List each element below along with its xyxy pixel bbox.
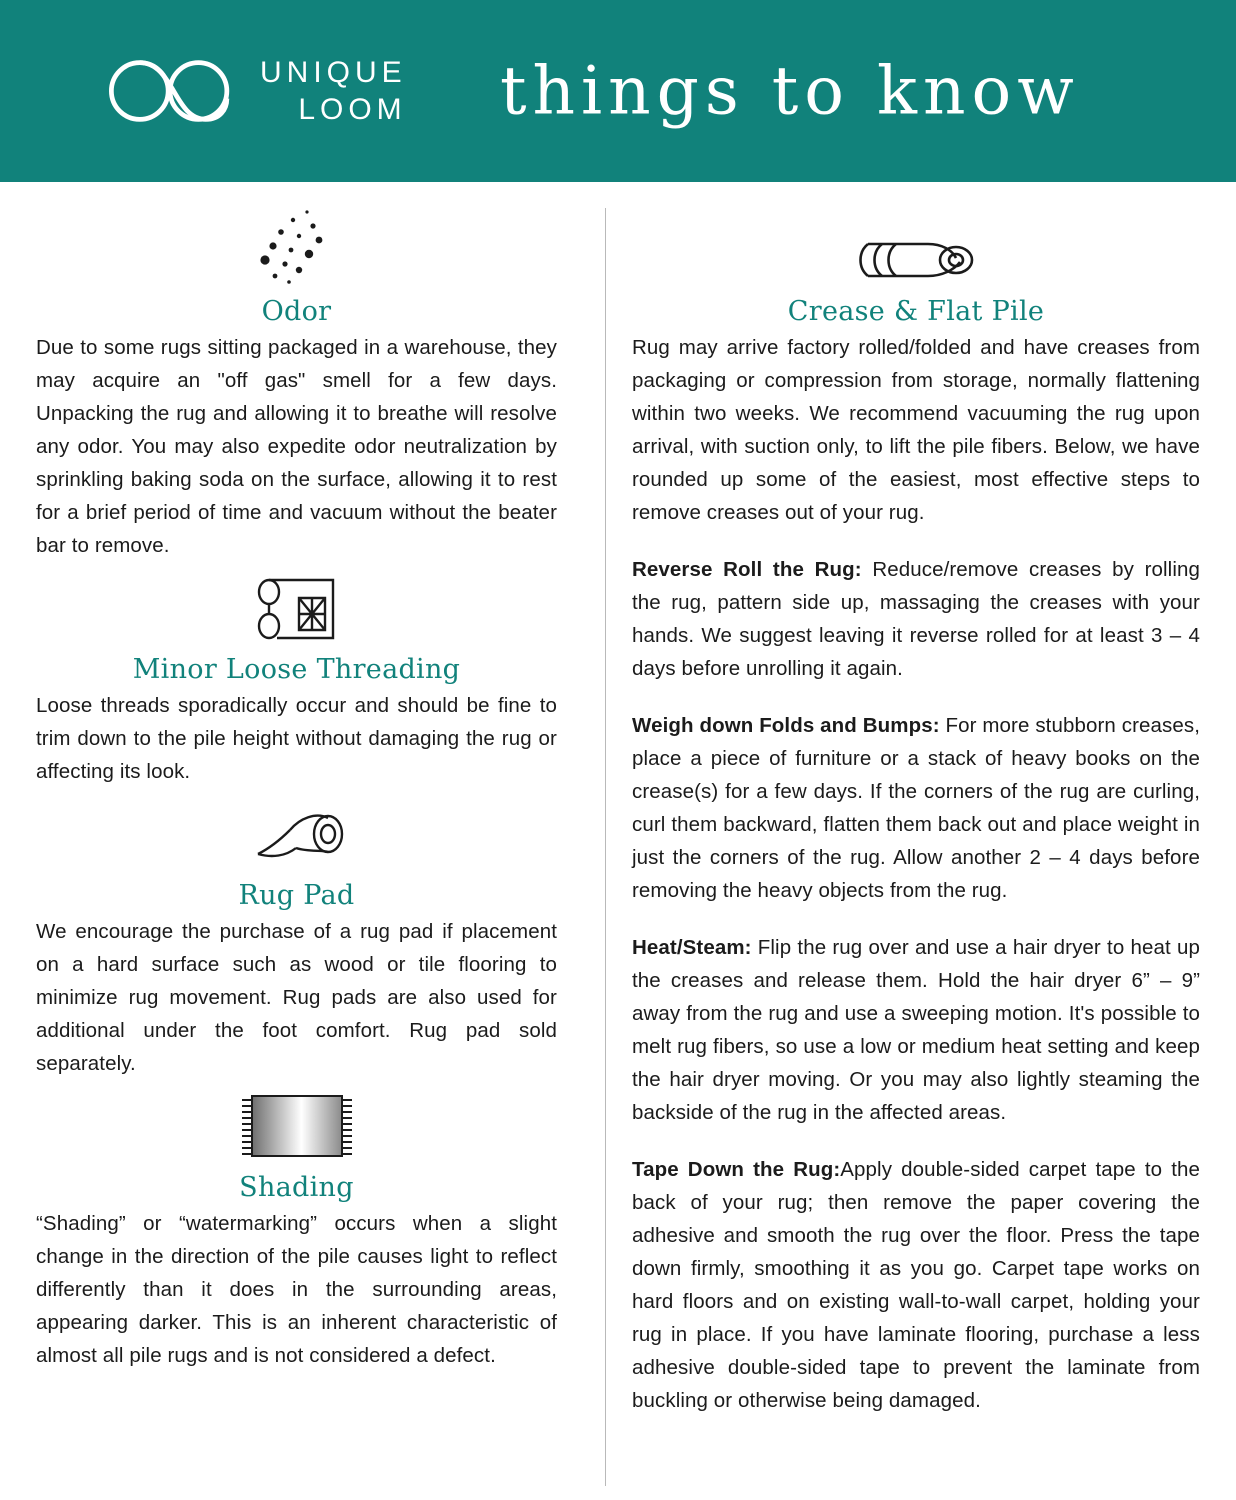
tip-reverse-roll: [632, 553, 1200, 685]
left-column: [36, 204, 585, 1500]
rug-pad-icon-wrap: [36, 788, 557, 874]
tip-weigh-down: [632, 709, 1200, 907]
brand-wordmark: [260, 54, 407, 129]
section-title-loose-threading: Minor Loose Threading: [132, 654, 461, 685]
shaded-rug-icon: [232, 1086, 362, 1166]
crease-icon-wrap: [632, 204, 1200, 290]
tip-body: Flip the rug over and use a hair dryer to heat up the creases and release them. Hold the hair dryer 6” – 9” away from the rug and use a sweeping motion. It's possible to melt rug fibers, so use a low or medium heat setting and keep the hair dryer moving. Or you may also lightly steaming the backside of the rug in the affected areas.: [632, 936, 1200, 1124]
section-body-odor: Due to some rugs sitting packaged in a warehouse, they may acquire an "off gas" smell for a few days. Unpacking the rug and allowing it to breathe will resolve any odor. You may also expedite odor neutralization by sprinkling baking soda on the surface, allowing it to rest for a brief period of time and vacuum without the beater bar to remove.: [36, 336, 557, 557]
odor-dots-icon: [251, 204, 343, 290]
rolled-pile-icon: [856, 230, 976, 290]
section-title-rug-pad: Rug Pad: [238, 880, 355, 911]
tip-body: Reduce/remove creases by rolling the rug, pattern side up, massaging the creases with your hands. We suggest leaving it reverse rolled for at least 3 – 4 days before unrolling it again.: [632, 558, 1200, 680]
brand-line-1: UNIQUE: [260, 55, 407, 89]
tip-lead: Heat/Steam:: [632, 936, 752, 959]
section-title-odor: Odor: [261, 296, 332, 327]
column-divider: [605, 208, 606, 1486]
right-column: [626, 204, 1200, 1500]
section-body-shading: “Shading” or “watermarking” occurs when a slight change in the direction of the pile causes light to reflect differently than it does in the surrounding areas, appearing darker. This is an inherent characteristic of almost all pile rugs and is not considered a defect.: [36, 1212, 557, 1367]
odor-icon-wrap: [36, 204, 557, 290]
section-body-loose-threading: Loose threads sporadically occur and should be fine to trim down to the pile height without damaging the rug or affecting its look.: [36, 694, 557, 783]
section-body-rug-pad: We encourage the purchase of a rug pad if placement on a hard surface such as wood or tile flooring to minimize rug movement. Rug pads are also used for additional under the foot comfort. Rug pad sold separately.: [36, 920, 557, 1075]
section-title-crease-flat-pile: Crease & Flat Pile: [787, 296, 1045, 327]
tip-body: For more stubborn creases, place a piece of furniture or a stack of heavy books on the crease(s) for a few days. If the corners of the rug are curling, curl them backward, flatten them back out and place weight in just the corners of the rug. Allow another 2 – 4 days before removing the heavy objects from the rug.: [632, 714, 1200, 902]
document-body: [0, 182, 1236, 1500]
shading-icon-wrap: [36, 1080, 557, 1166]
page-header: [0, 0, 1236, 182]
section-title-shading: Shading: [239, 1172, 354, 1203]
tip-lead: Tape Down the Rug:: [632, 1158, 841, 1181]
tip-lead: Weigh down Folds and Bumps:: [632, 714, 940, 737]
tip-body: Apply double-sided carpet tape to the back of your rug; then remove the paper covering the adhesive and smooth the rug over the floor. Press the tape down firmly, smoothing it as you go. Carpet tape works on hard floors and on existing wall-to-wall carpet, holding your rug in place. If you have laminate flooring, purchase a less adhesive double-sided tape to prevent the laminate from buckling or otherwise being damaged.: [632, 1158, 1200, 1412]
tip-lead: Reverse Roll the Rug:: [632, 558, 862, 581]
tip-tape-down: [632, 1153, 1200, 1417]
rolled-rug-icon: [247, 572, 347, 648]
brand-line-2: LOOM: [298, 93, 407, 126]
unique-loom-infinity-logo: [100, 55, 242, 127]
rug-pad-roll-icon: [242, 800, 352, 874]
loose-threading-icon-wrap: [36, 562, 557, 648]
crease-intro-text: Rug may arrive factory rolled/folded and have creases from packaging or compression from storage, normally flattening within two weeks. We recommend vacuuming the rug upon arrival, with suction only, to lift the pile fibers. Below, we have rounded up some of the easiest, most effective steps to remove creases out of your rug.: [632, 336, 1200, 524]
tip-heat-steam: [632, 931, 1200, 1129]
brand-lockup: [100, 54, 407, 129]
page-title: things to know: [500, 52, 1080, 130]
